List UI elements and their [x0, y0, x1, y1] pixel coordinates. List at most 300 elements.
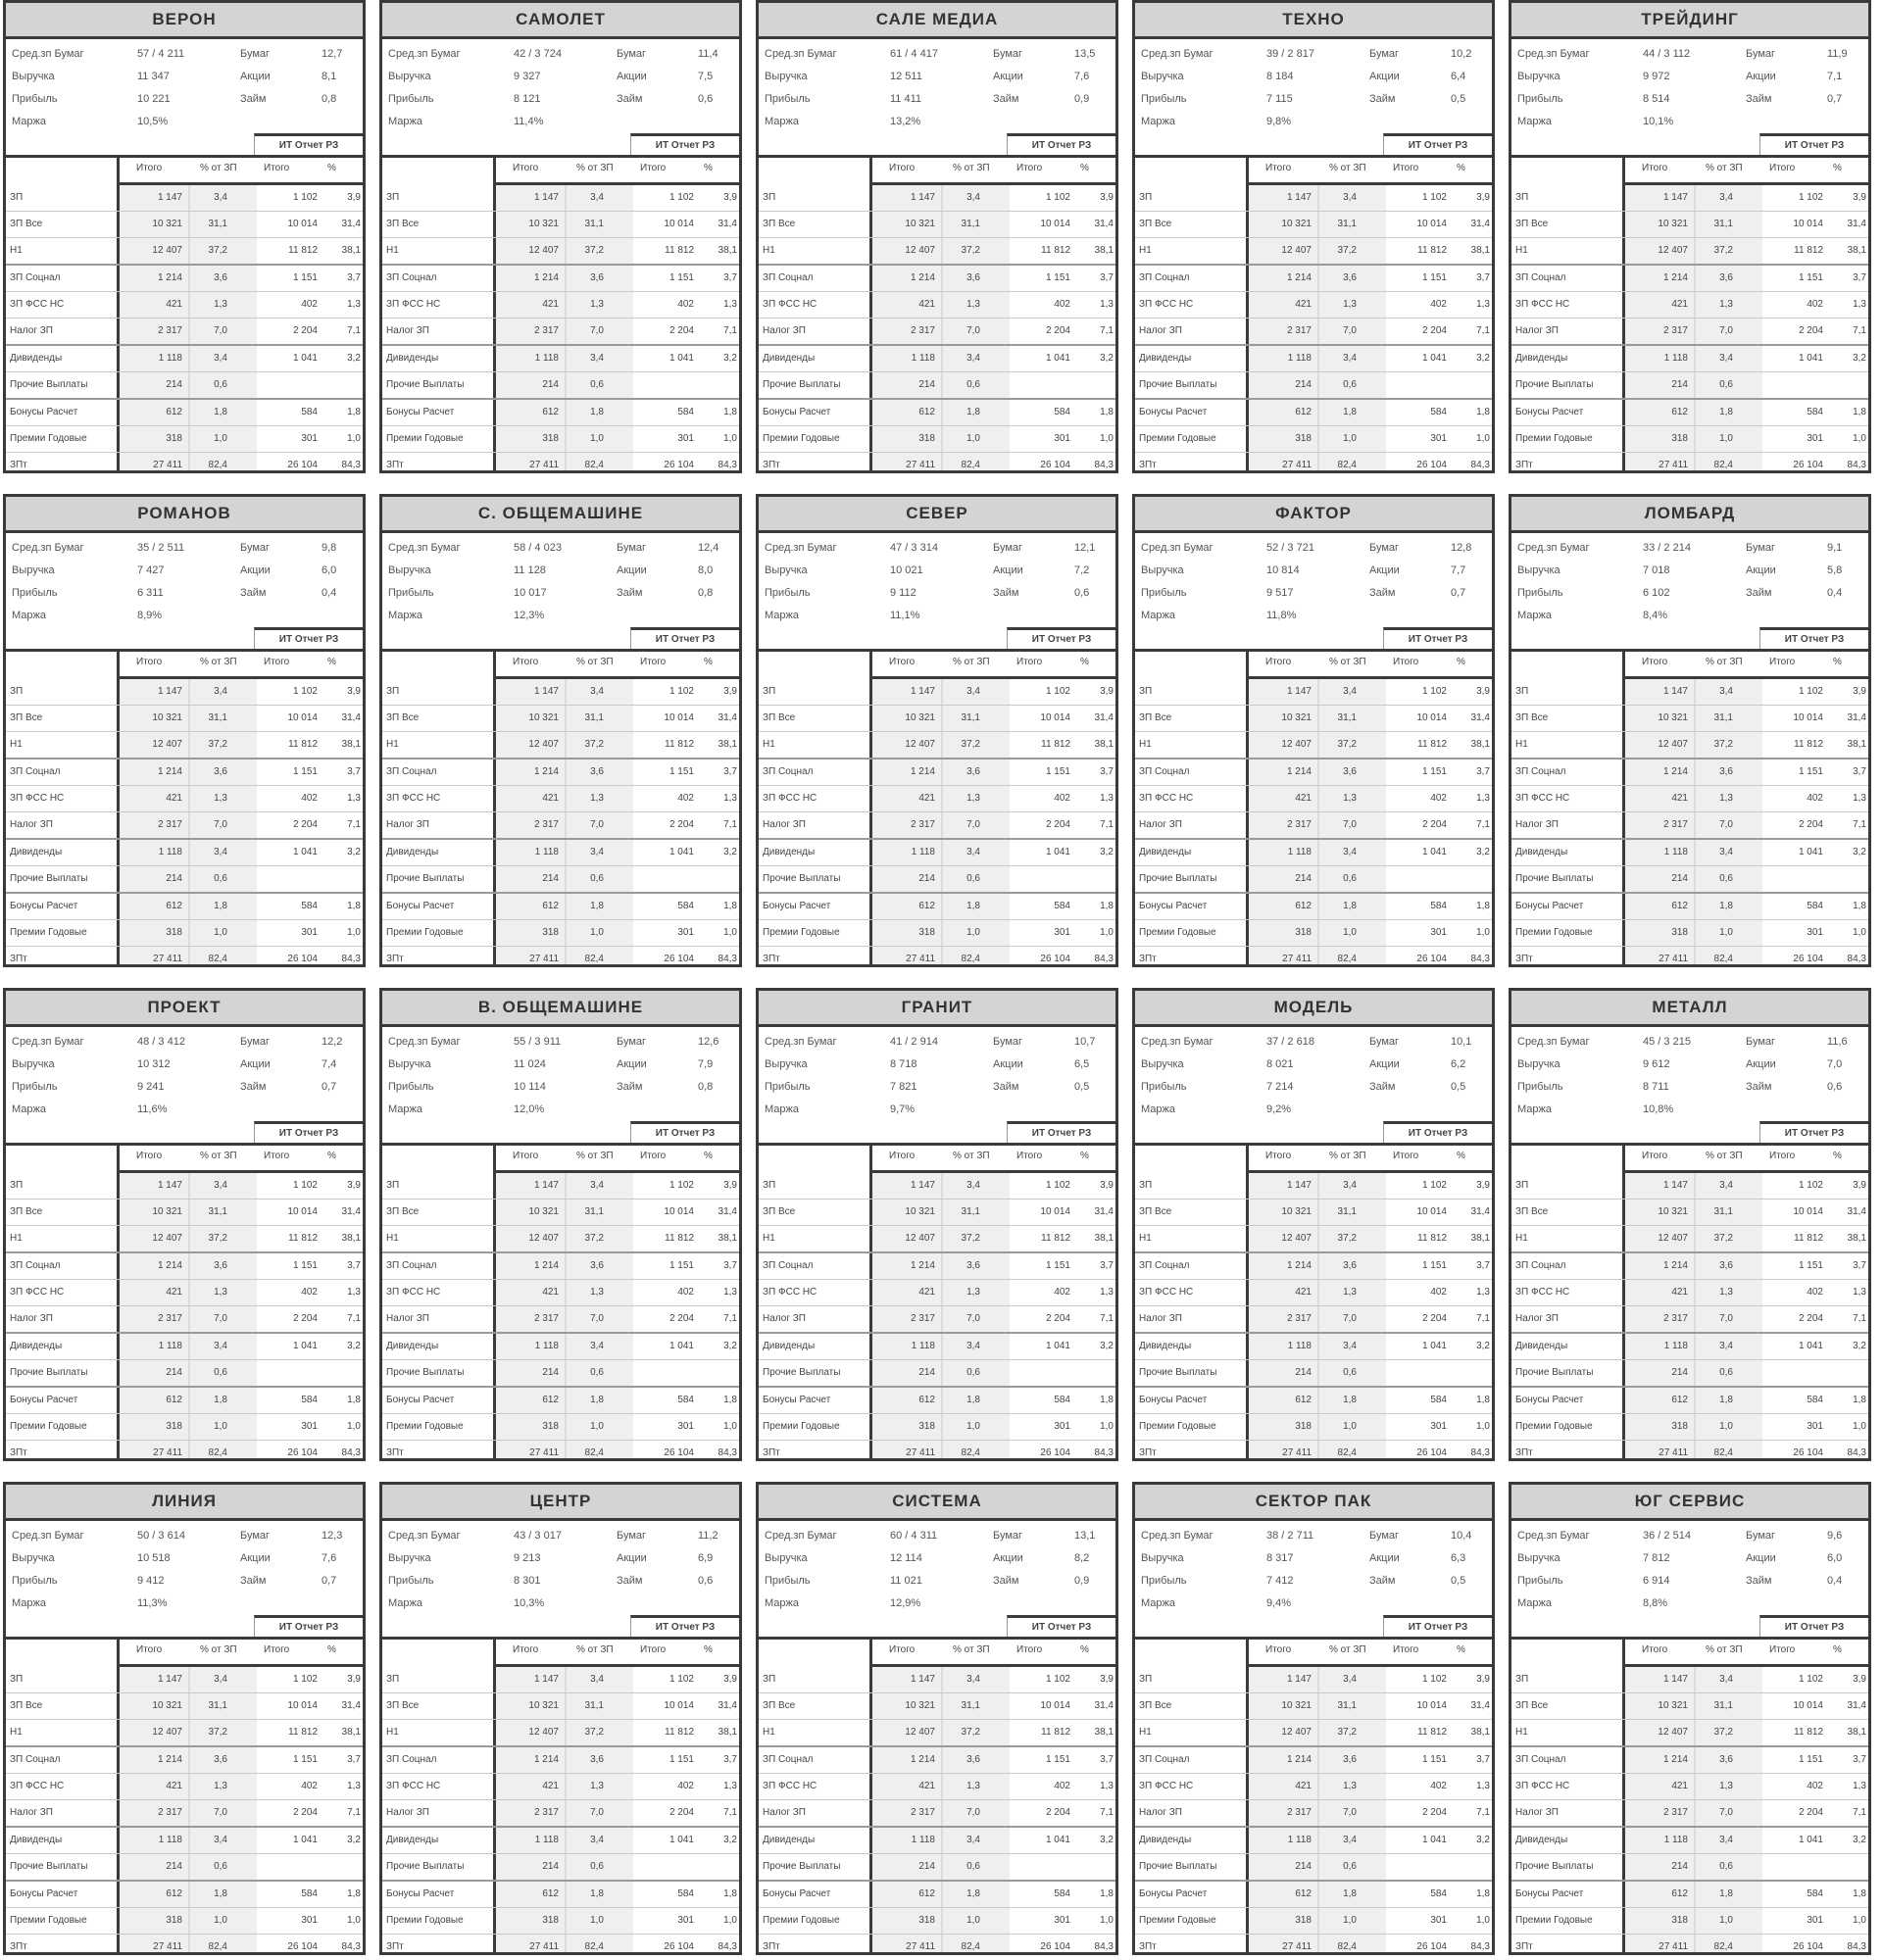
row-value: 38,1	[1470, 245, 1490, 256]
row-value: 301	[677, 927, 694, 938]
column-header: Итого	[889, 163, 916, 173]
row-value: 1 102	[1798, 192, 1823, 203]
row-value: 11 812	[1041, 1727, 1070, 1738]
row-value: 0,6	[214, 1367, 227, 1378]
meta-label-right: Бумаг	[1746, 1530, 1776, 1542]
row-label: Налог ЗП	[386, 325, 429, 336]
row-value: 1,3	[590, 1781, 604, 1791]
row-value: 421	[166, 1287, 182, 1298]
meta-row	[10, 560, 363, 581]
row-value: 1,8	[1343, 1888, 1357, 1899]
row-label: ЗП ФСС НС	[1515, 1287, 1570, 1298]
row-value: 3,4	[214, 353, 227, 364]
row-value: 421	[918, 299, 935, 310]
column-header: Итого	[1265, 163, 1292, 173]
table-row	[1135, 1360, 1492, 1388]
meta-label-right: Займ	[1369, 1081, 1396, 1093]
row-value: 12 407	[152, 1233, 182, 1244]
row-value: 301	[1054, 927, 1070, 938]
column-header: %	[704, 1151, 713, 1161]
row-value: 3,2	[1476, 353, 1490, 364]
table-row	[6, 1360, 363, 1388]
row-label: ЗП Все	[1515, 1206, 1549, 1217]
table-row	[759, 1414, 1115, 1441]
row-label: ЗП Все	[1515, 1700, 1549, 1711]
column-header: %	[1833, 1151, 1842, 1161]
row-value: 3,9	[347, 1674, 361, 1685]
row-value: 1,0	[966, 1915, 980, 1926]
row-value: 318	[1671, 1915, 1688, 1926]
table-row	[1511, 1414, 1868, 1441]
row-value: 7,0	[1719, 325, 1733, 336]
meta-label: Маржа	[12, 610, 46, 621]
row-value: 3,4	[1343, 686, 1357, 697]
row-value: 11 812	[1417, 245, 1447, 256]
row-value: 584	[677, 1888, 694, 1899]
meta-value: 8,8%	[1643, 1597, 1668, 1609]
row-value: 3,9	[723, 686, 737, 697]
meta-row	[763, 111, 1115, 132]
row-value: 84,3	[1470, 1447, 1490, 1458]
row-value: 214	[166, 873, 182, 884]
row-value: 10 321	[528, 712, 559, 723]
table-header	[1246, 649, 1492, 679]
card-meta	[6, 1027, 363, 1143]
table-row	[1511, 1882, 1868, 1908]
row-value: 318	[1295, 433, 1312, 444]
row-label: ЗП Соцнал	[10, 272, 61, 283]
meta-label-right: Акции	[240, 564, 271, 576]
report-card	[1132, 0, 1495, 473]
row-label: ЗП ФСС НС	[10, 1287, 65, 1298]
row-value: 3,4	[1719, 192, 1733, 203]
row-value: 11 812	[1794, 1727, 1823, 1738]
row-value: 7,0	[590, 819, 604, 830]
row-label: ЗП Все	[10, 219, 43, 229]
row-value: 82,4	[1713, 1941, 1733, 1952]
row-value: 1,0	[1476, 927, 1490, 938]
table-row	[382, 1200, 739, 1226]
row-value: 1,3	[1476, 1287, 1490, 1298]
row-value: 7,0	[1719, 819, 1733, 830]
table-row	[1511, 947, 1868, 967]
row-value: 1 041	[1421, 353, 1447, 364]
row-value: 1,3	[1343, 1287, 1357, 1298]
row-value: 3,6	[1343, 1260, 1357, 1271]
meta-row	[1515, 1570, 1868, 1592]
report-tag: ИТ Отчет РЗ	[1007, 133, 1115, 158]
row-value: 1 147	[1286, 686, 1312, 697]
meta-label: Маржа	[388, 1597, 422, 1609]
row-value: 1,3	[347, 1781, 361, 1791]
row-value: 318	[542, 927, 559, 938]
meta-value-right: 7,4	[322, 1058, 337, 1070]
report-tag: ИТ Отчет РЗ	[630, 627, 739, 652]
row-value: 3,6	[1719, 1260, 1733, 1271]
meta-row	[10, 111, 363, 132]
row-value: 11 812	[288, 739, 318, 750]
meta-value: 60 / 4 311	[890, 1530, 938, 1542]
meta-row	[386, 582, 739, 604]
row-value: 1,0	[723, 1915, 737, 1926]
row-value: 1,0	[1100, 433, 1114, 444]
meta-row	[1139, 66, 1492, 87]
row-value: 301	[301, 927, 318, 938]
row-value: 84,3	[1470, 1941, 1490, 1952]
meta-row	[10, 1525, 363, 1546]
row-value: 31,4	[341, 1206, 361, 1217]
meta-label: Сред.зп Бумаг	[1517, 48, 1590, 60]
row-value: 421	[1671, 299, 1688, 310]
row-value: 31,4	[1847, 712, 1866, 723]
meta-value: 41 / 2 914	[890, 1036, 938, 1048]
row-value: 31,4	[718, 712, 737, 723]
meta-value-right: 8,1	[322, 71, 337, 82]
table-row	[759, 1388, 1115, 1414]
column-header: %	[1080, 657, 1089, 667]
row-value: 27 411	[153, 460, 182, 470]
row-value: 1,0	[1719, 1915, 1733, 1926]
row-value: 82,4	[584, 1941, 604, 1952]
meta-label: Прибыль	[765, 93, 811, 105]
meta-label-right: Акции	[993, 1058, 1023, 1070]
row-value: 37,2	[1713, 1233, 1733, 1244]
row-value: 1 102	[1045, 1180, 1070, 1191]
table-row	[382, 453, 739, 473]
meta-label: Выручка	[1517, 564, 1560, 576]
table-row	[382, 706, 739, 732]
row-value: 1 102	[1798, 1180, 1823, 1191]
row-label: ЗП	[1139, 1180, 1153, 1191]
row-value: 10 321	[905, 1206, 935, 1217]
row-value: 301	[1430, 1915, 1447, 1926]
column-header: % от ЗП	[200, 657, 237, 667]
meta-value-right: 11,4	[698, 48, 718, 60]
column-header: % от ЗП	[953, 163, 990, 173]
row-value: 421	[542, 1781, 559, 1791]
row-value: 584	[301, 901, 318, 911]
row-value: 7,0	[966, 1313, 980, 1324]
row-value: 1,8	[1100, 407, 1114, 417]
row-value: 421	[1295, 793, 1312, 804]
table-row	[6, 212, 363, 238]
row-value: 31,4	[1094, 1700, 1114, 1711]
row-label: ЗП ФСС НС	[10, 1781, 65, 1791]
row-value: 1 041	[292, 353, 318, 364]
table-row	[6, 1200, 363, 1226]
row-label: Налог ЗП	[10, 1807, 53, 1818]
row-label: Прочие Выплаты	[1515, 873, 1594, 884]
row-label: ЗП Все	[10, 1206, 43, 1217]
row-value: 2 317	[1286, 1313, 1312, 1324]
row-value: 1 102	[669, 686, 694, 697]
row-value: 612	[166, 901, 182, 911]
row-value: 84,3	[341, 954, 361, 964]
table-row	[1511, 1854, 1868, 1882]
row-value: 1,8	[1476, 1888, 1490, 1899]
row-value: 1,8	[1853, 1888, 1866, 1899]
row-label: Прочие Выплаты	[1515, 1861, 1594, 1872]
row-value: 1 151	[292, 272, 318, 283]
column-header: % от ЗП	[200, 1644, 237, 1655]
meta-row	[1139, 1525, 1492, 1546]
report-card	[1132, 988, 1495, 1461]
row-value: 84,3	[718, 954, 737, 964]
row-value: 1,0	[723, 927, 737, 938]
row-value: 1 151	[1421, 1754, 1447, 1765]
row-value: 37,2	[1337, 1727, 1357, 1738]
row-value: 1 214	[910, 1260, 935, 1271]
row-value: 27 411	[906, 954, 935, 964]
table-row	[1135, 1334, 1492, 1360]
meta-value-right: 7,7	[1451, 564, 1466, 576]
row-value: 82,4	[961, 1447, 980, 1458]
row-label: Премии Годовые	[763, 927, 840, 938]
table-row	[6, 760, 363, 786]
row-value: 2 317	[157, 1313, 182, 1324]
row-value: 1,0	[1100, 927, 1114, 938]
table-row	[1135, 400, 1492, 426]
row-value: 37,2	[1337, 739, 1357, 750]
row-value: 37,2	[1337, 245, 1357, 256]
row-value: 27 411	[529, 1447, 559, 1458]
meta-row	[763, 43, 1115, 65]
meta-value-right: 10,2	[1451, 48, 1472, 60]
row-label: Дивиденды	[386, 1341, 439, 1351]
meta-value: 11,4%	[514, 116, 544, 127]
card-table	[382, 1143, 739, 1458]
row-value: 1,8	[966, 1888, 980, 1899]
row-value: 1 102	[292, 686, 318, 697]
row-value: 214	[1295, 379, 1312, 390]
row-value: 1 151	[669, 272, 694, 283]
column-header: %	[1457, 1644, 1465, 1655]
row-value: 2 317	[157, 325, 182, 336]
meta-row	[1515, 560, 1868, 581]
row-value: 1,0	[1719, 927, 1733, 938]
row-value: 3,4	[214, 1674, 227, 1685]
row-value: 31,1	[961, 1700, 980, 1711]
column-header: % от ЗП	[1329, 657, 1366, 667]
row-value: 3,7	[347, 1260, 361, 1271]
row-value: 1,8	[1476, 407, 1490, 417]
meta-label-right: Акции	[1746, 71, 1776, 82]
row-value: 12 407	[152, 739, 182, 750]
table-row	[1511, 266, 1868, 292]
row-value: 12 407	[905, 1727, 935, 1738]
table-rows	[6, 679, 363, 964]
row-label: ЗПт	[1515, 954, 1533, 964]
row-value: 0,6	[966, 1861, 980, 1872]
meta-label-right: Бумаг	[240, 48, 271, 60]
row-value: 1 147	[1286, 192, 1312, 203]
row-value: 1,8	[723, 1888, 737, 1899]
meta-label-right: Бумаг	[993, 1036, 1023, 1048]
row-label: ЗП Соцнал	[763, 1754, 814, 1765]
meta-value: 10,8%	[1643, 1103, 1674, 1115]
table-row	[759, 1200, 1115, 1226]
column-header: %	[704, 163, 713, 173]
row-value: 0,6	[1719, 1367, 1733, 1378]
row-value: 3,7	[347, 766, 361, 777]
row-value: 12 407	[905, 739, 935, 750]
row-value: 26 104	[287, 954, 318, 964]
row-value: 1 147	[1286, 1180, 1312, 1191]
row-label: ЗП Соцнал	[10, 1260, 61, 1271]
table-row	[759, 400, 1115, 426]
meta-value-right: 0,6	[698, 1575, 714, 1587]
meta-label: Сред.зп Бумаг	[388, 542, 461, 554]
row-value: 7,0	[1719, 1807, 1733, 1818]
meta-row	[10, 1592, 363, 1614]
row-value: 1,0	[1343, 1915, 1357, 1926]
report-card	[379, 1482, 742, 1955]
table-row	[759, 1667, 1115, 1693]
row-value: 421	[542, 1287, 559, 1298]
report-card	[756, 1482, 1118, 1955]
row-value: 1 214	[533, 1754, 559, 1765]
report-card	[1509, 988, 1871, 1461]
table-header	[1622, 1143, 1868, 1173]
meta-label-right: Бумаг	[1369, 1530, 1400, 1542]
row-value: 1 041	[1798, 1835, 1823, 1845]
table-header	[493, 1637, 739, 1667]
meta-value-right: 12,8	[1451, 542, 1472, 554]
row-label: Премии Годовые	[10, 1421, 87, 1432]
row-value: 1 147	[157, 1674, 182, 1685]
table-row	[382, 1935, 739, 1955]
meta-label: Сред.зп Бумаг	[1517, 1530, 1590, 1542]
meta-label: Выручка	[1141, 1058, 1184, 1070]
row-value: 1,0	[347, 1915, 361, 1926]
row-value: 10 014	[1040, 1206, 1070, 1217]
row-value: 11 812	[1794, 245, 1823, 256]
meta-label-right: Займ	[1746, 587, 1772, 599]
row-value: 584	[1054, 407, 1070, 417]
row-value: 10 014	[287, 1206, 318, 1217]
report-card	[3, 494, 366, 967]
table-rows	[759, 1667, 1115, 1952]
row-value: 27 411	[906, 1447, 935, 1458]
meta-label: Выручка	[1141, 71, 1184, 82]
meta-value: 7 018	[1643, 564, 1670, 576]
table-row	[6, 1173, 363, 1200]
row-value: 3,9	[1853, 1674, 1866, 1685]
row-value: 2 317	[533, 325, 559, 336]
meta-label-right: Бумаг	[1746, 1036, 1776, 1048]
row-value: 3,9	[1476, 686, 1490, 697]
meta-label: Выручка	[1517, 1058, 1560, 1070]
meta-value: 12 511	[890, 71, 922, 82]
table-row	[6, 840, 363, 866]
meta-label-right: Займ	[1369, 93, 1396, 105]
row-label: Премии Годовые	[1515, 1421, 1593, 1432]
row-value: 82,4	[208, 460, 227, 470]
column-header: Итого	[1769, 1644, 1796, 1655]
row-value: 7,0	[590, 1313, 604, 1324]
row-value: 402	[1430, 1287, 1447, 1298]
table-row	[1135, 1173, 1492, 1200]
row-value: 1,8	[1343, 1395, 1357, 1405]
table-row	[1511, 1667, 1868, 1693]
meta-label: Сред.зп Бумаг	[12, 1036, 84, 1048]
meta-value-right: 6,0	[322, 564, 337, 576]
report-tag: ИТ Отчет РЗ	[254, 1121, 363, 1146]
row-label: Н1	[10, 245, 23, 256]
row-label: Бонусы Расчет	[10, 1888, 78, 1899]
row-value: 3,9	[1853, 192, 1866, 203]
table-row	[1135, 812, 1492, 840]
row-value: 1,8	[1100, 1395, 1114, 1405]
row-value: 12 407	[1658, 1727, 1688, 1738]
table-row	[1511, 400, 1868, 426]
row-value: 3,6	[214, 1754, 227, 1765]
meta-label-right: Акции	[1369, 564, 1400, 576]
row-value: 10 014	[1793, 1700, 1823, 1711]
row-value: 584	[1054, 1395, 1070, 1405]
row-value: 10 321	[1281, 1206, 1312, 1217]
meta-value: 39 / 2 817	[1266, 48, 1314, 60]
row-value: 38,1	[1094, 1233, 1114, 1244]
meta-label: Сред.зп Бумаг	[765, 542, 837, 554]
row-value: 1,3	[214, 793, 227, 804]
row-value: 38,1	[1470, 1727, 1490, 1738]
meta-label: Сред.зп Бумаг	[12, 48, 84, 60]
row-value: 12 407	[1658, 245, 1688, 256]
row-label: ЗП Соцнал	[1139, 766, 1190, 777]
meta-label-right: Бумаг	[617, 1036, 647, 1048]
row-value: 1 214	[1286, 272, 1312, 283]
row-value: 2 317	[910, 1807, 935, 1818]
meta-label-right: Займ	[240, 93, 267, 105]
row-value: 584	[301, 1888, 318, 1899]
report-tag: ИТ Отчет РЗ	[630, 1121, 739, 1146]
table-row	[1135, 318, 1492, 346]
row-value: 38,1	[341, 245, 361, 256]
table-row	[1135, 1693, 1492, 1720]
row-value: 1,0	[1476, 1915, 1490, 1926]
column-header: Итого	[1642, 1151, 1668, 1161]
table-row	[6, 1280, 363, 1306]
row-value: 82,4	[208, 954, 227, 964]
row-value: 31,1	[961, 712, 980, 723]
row-label: ЗП	[763, 686, 776, 697]
row-label: ЗП	[10, 1674, 24, 1685]
row-value: 7,1	[347, 325, 361, 336]
meta-row	[763, 1099, 1115, 1120]
row-value: 1 102	[1421, 686, 1447, 697]
column-header: % от ЗП	[1706, 163, 1743, 173]
row-value: 318	[1671, 1421, 1688, 1432]
meta-value-right: 0,6	[1074, 587, 1090, 599]
meta-value: 10,1%	[1643, 116, 1674, 127]
row-value: 3,9	[1853, 1180, 1866, 1191]
row-value: 1,0	[347, 927, 361, 938]
row-value: 11 812	[1794, 739, 1823, 750]
row-value: 10 321	[905, 1700, 935, 1711]
table-row	[1511, 760, 1868, 786]
meta-row	[386, 1099, 739, 1120]
row-value: 82,4	[961, 1941, 980, 1952]
meta-value: 9,8%	[1266, 116, 1292, 127]
meta-value: 47 / 3 314	[890, 542, 938, 554]
column-header: %	[1833, 657, 1842, 667]
row-value: 301	[1430, 927, 1447, 938]
row-value: 31,4	[341, 219, 361, 229]
row-label: Премии Годовые	[10, 1915, 87, 1926]
meta-value-right: 11,9	[1827, 48, 1848, 60]
table-row	[6, 346, 363, 372]
